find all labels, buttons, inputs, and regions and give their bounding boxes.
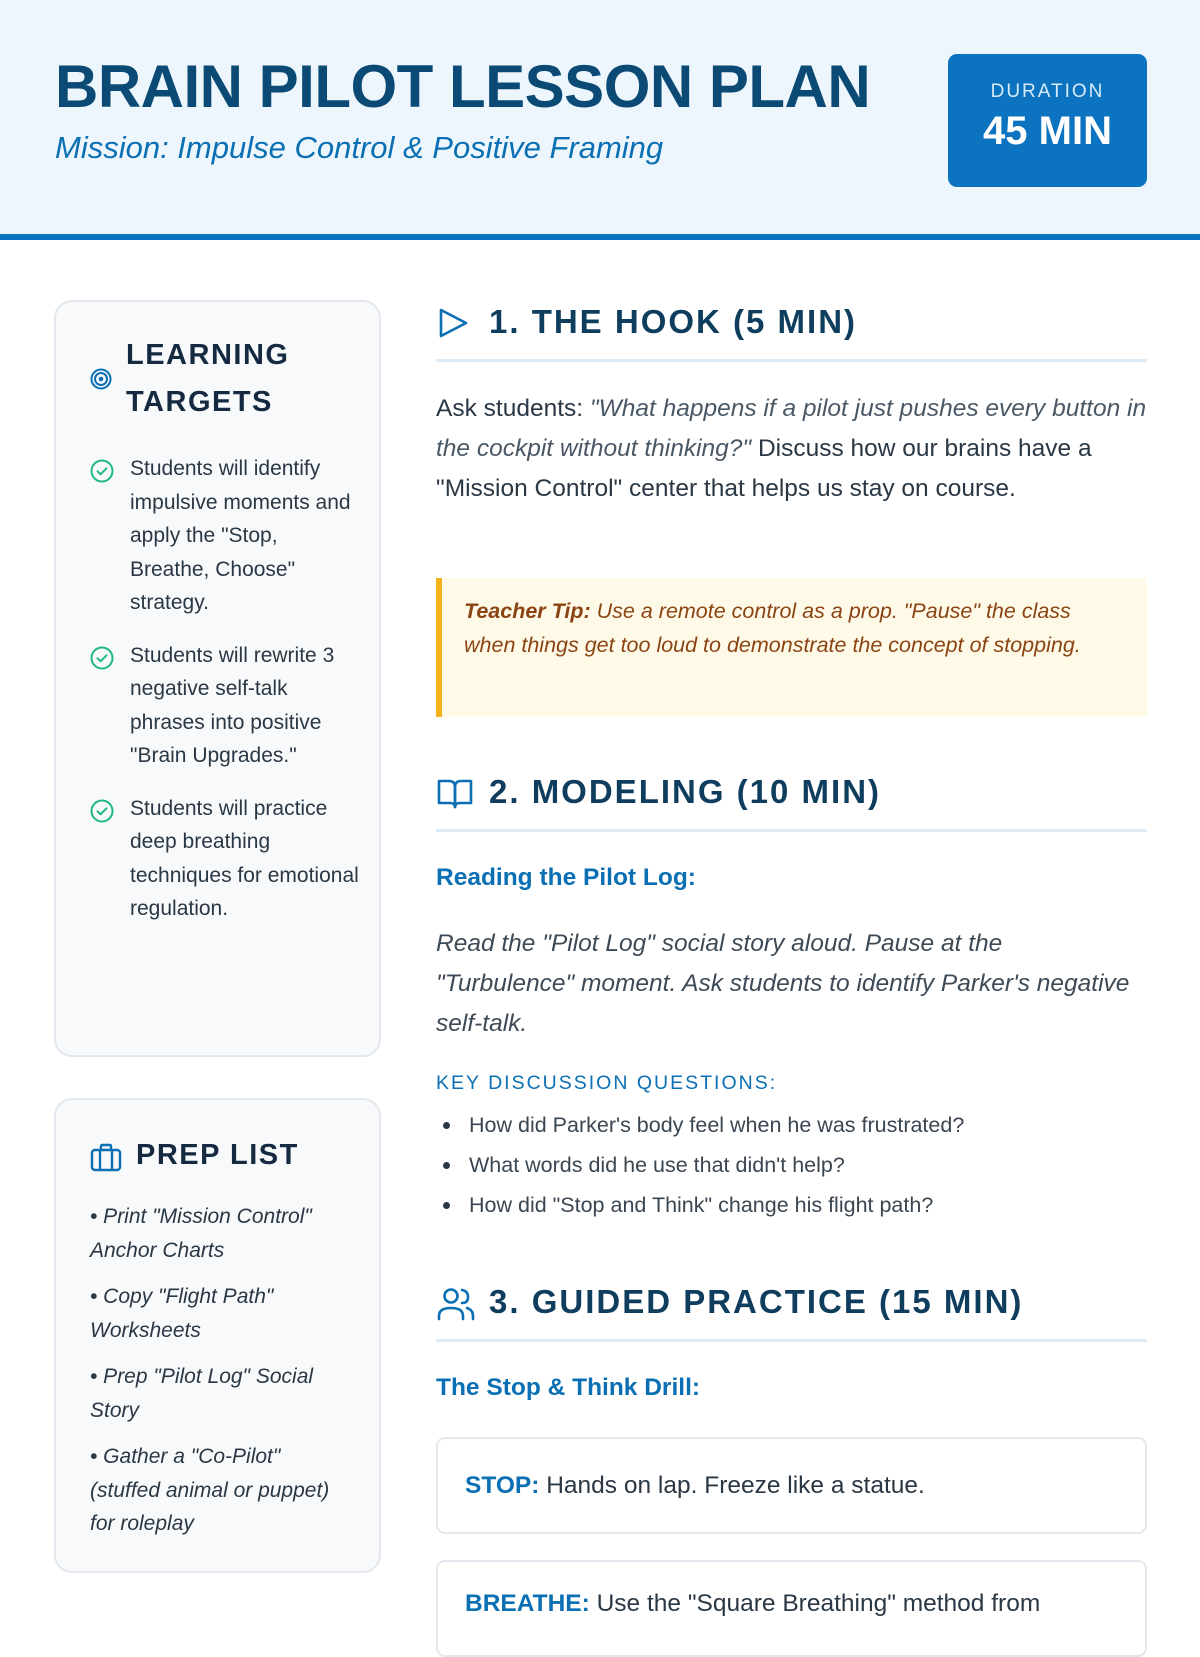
list-item: • Print "Mission Control" Anchor Charts	[90, 1205, 312, 1262]
tip-text: Use a remote control as a prop. "Pause" the class when things get too loud to demonstrate the concept of stopping.	[464, 599, 1081, 657]
section-guided-practice	[436, 1280, 1147, 1404]
target-text: Students will rewrite 3 negative self-talk phrases into positive "Brain Upgrades."	[130, 643, 335, 767]
hook-rest: Discuss how our brains have a "Mission Control" center that helps us stay on course.	[436, 435, 1092, 502]
guided-subheading: The Stop & Think Drill:	[436, 1374, 701, 1401]
check-circle-icon	[90, 459, 114, 483]
list-item: What words did he use that didn't help?	[436, 1145, 1147, 1185]
step-breathe	[436, 1560, 1147, 1657]
list-item: • Copy "Flight Path" Worksheets	[90, 1285, 274, 1342]
list-item: • Prep "Pilot Log" Social Story	[90, 1365, 314, 1422]
users-icon	[436, 1286, 476, 1322]
hook-lead: Ask students:	[436, 395, 584, 422]
hook-quote: "What happens if a pilot just pushes every button in the cockpit without thinking?"	[436, 395, 1147, 462]
check-circle-icon	[90, 646, 114, 670]
step-key: BREATHE:	[465, 1590, 590, 1617]
target-text: Students will practice deep breathing techniques for emotional regulation.	[130, 796, 359, 920]
header	[0, 0, 1200, 240]
prep-list	[90, 1200, 355, 1554]
learning-targets-list	[90, 452, 360, 945]
step-stop	[436, 1437, 1147, 1534]
target-icon	[90, 368, 112, 390]
modeling-text: Read the "Pilot Log" social story aloud. Pause at the "Turbulence" moment. Ask students to identify Parker's negative self-talk.	[436, 930, 1130, 1037]
play-icon	[436, 306, 470, 340]
prep-list-heading: PREP LIST	[136, 1139, 299, 1171]
section-hook	[436, 300, 1147, 509]
briefcase-icon	[90, 1142, 122, 1172]
list-item: How did Parker's body feel when he was frustrated?	[436, 1105, 1147, 1145]
list-item	[90, 639, 360, 773]
target-text: Students will identify impulsive moments and apply the "Stop, Breathe, Choose" strategy.	[130, 457, 351, 614]
learning-targets-card	[54, 300, 381, 1057]
list-item: How did "Stop and Think" change his flight path?	[436, 1185, 1147, 1225]
page-title: BRAIN PILOT LESSON PLAN	[55, 53, 871, 120]
list-item	[90, 792, 360, 926]
section-title: 2. MODELING (10 MIN)	[489, 773, 882, 810]
section-header	[436, 300, 1147, 362]
section-modeling	[436, 770, 1147, 1225]
questions-label: KEY DISCUSSION QUESTIONS:	[436, 1072, 778, 1094]
section-title: 1. THE HOOK (5 MIN)	[489, 303, 858, 340]
section-title: 3. GUIDED PRACTICE (15 MIN)	[489, 1283, 1024, 1320]
prep-list-card	[54, 1098, 381, 1573]
page-subtitle: Mission: Impulse Control & Positive Framing	[55, 130, 664, 165]
modeling-subheading: Reading the Pilot Log:	[436, 864, 696, 891]
learning-targets-heading: LEARNING TARGETS	[126, 339, 290, 418]
section-header	[436, 770, 1147, 832]
step-text: Hands on lap. Freeze like a statue.	[546, 1472, 925, 1499]
duration-badge	[948, 54, 1147, 187]
list-item	[90, 452, 360, 620]
duration-label: DURATION	[990, 81, 1105, 102]
tip-label: Teacher Tip:	[464, 599, 591, 623]
check-circle-icon	[90, 799, 114, 823]
hook-text	[436, 389, 1147, 509]
step-text: Use the "Square Breathing" method from	[596, 1590, 1041, 1617]
list-item: • Gather a "Co-Pilot" (stuffed animal or puppet) for roleplay	[90, 1445, 330, 1535]
questions-list	[436, 1105, 1147, 1225]
teacher-tip	[436, 578, 1147, 717]
duration-value: 45 MIN	[983, 109, 1112, 153]
step-key: STOP:	[465, 1472, 540, 1499]
book-open-icon	[436, 776, 474, 810]
section-header	[436, 1280, 1147, 1342]
